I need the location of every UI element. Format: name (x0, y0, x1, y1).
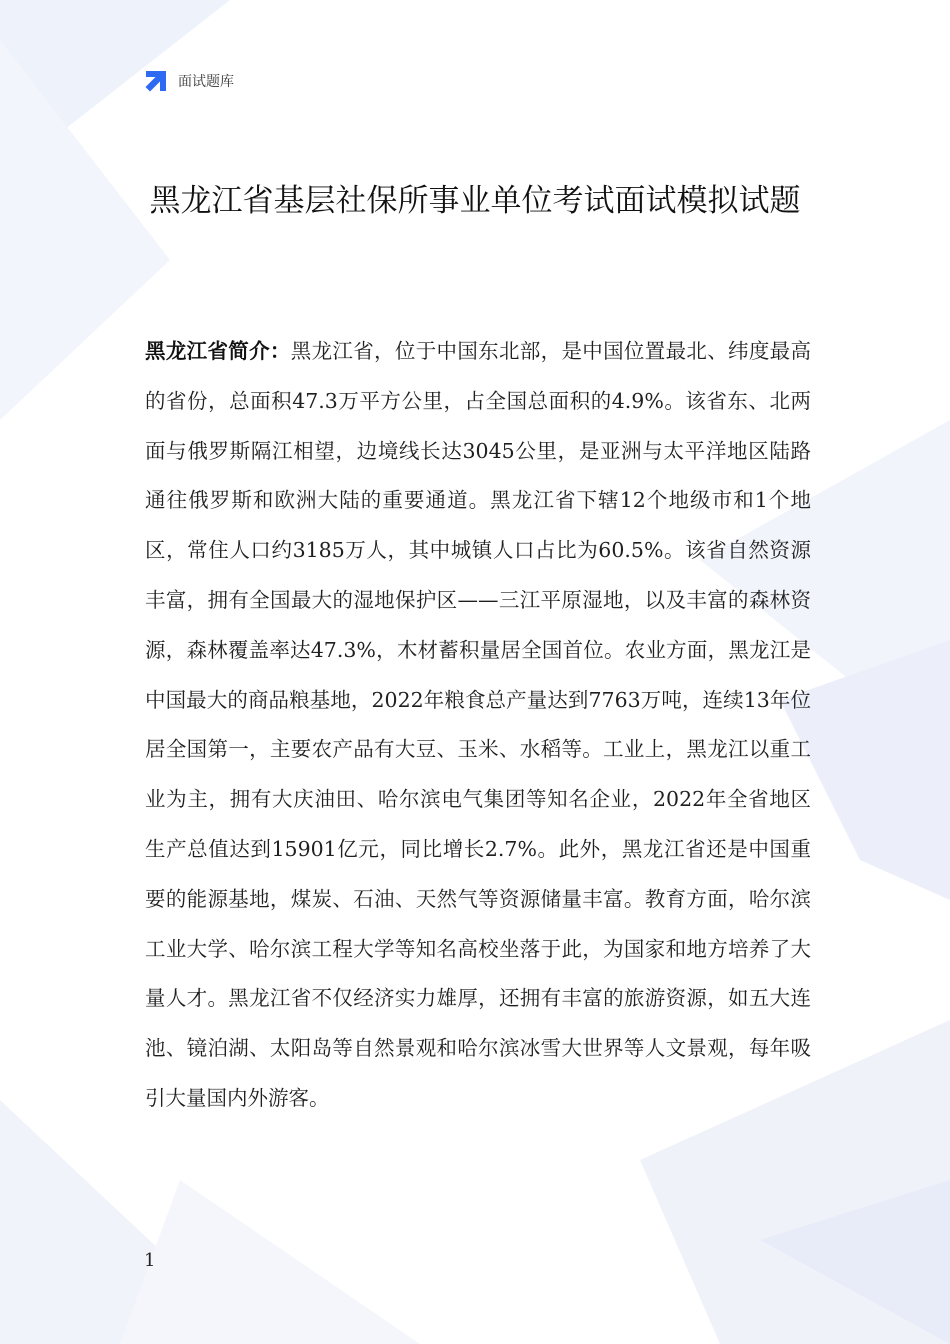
arrow-up-right-icon (143, 68, 169, 94)
body-paragraph (145, 327, 811, 1124)
paragraph-body: 黑龙江省，位于中国东北部，是中国位置最北、纬度最高的省份，总面积47.3万平方公里，占全国总面积的4.9%。该省东、北两面与俄罗斯隔江相望，边境线长达3045公里，是亚洲与太平洋地区陆路通往俄罗斯和欧洲大陆的重要通道。黑龙江省下辖12个地级市和1个地区，常住人口约3185万人，其中城镇人口占比为60.5%。该省自然资源丰富，拥有全国最大的湿地保护区——三江平原湿地，以及丰富的森林资源，森林覆盖率达47.3%，木材蓄积量居全国首位。农业方面，黑龙江是中国最大的商品粮基地，2022年粮食总产量达到7763万吨，连续13年位居全国第一，主要农产品有大豆、玉米、水稻等。工业上，黑龙江以重工业为主，拥有大庆油田、哈尔滨电气集团等知名企业，2022年全省地区生产总值达到15901亿元，同比增长2.7%。此外，黑龙江省还是中国重要的能源基地，煤炭、石油、天然气等资源储量丰富。教育方面，哈尔滨工业大学、哈尔滨工程大学等知名高校坐落于此，为国家和地方培养了大量人才。黑龙江省不仅经济实力雄厚，还拥有丰富的旅游资源，如五大连池、镜泊湖、太阳岛等自然景观和哈尔滨冰雪大世界等人文景观，每年吸引大量国内外游客。 (145, 339, 812, 1110)
header (143, 68, 234, 94)
page-number: 1 (144, 1250, 156, 1271)
document-title: 黑龙江省基层社保所事业单位考试面试模拟试题 (149, 183, 801, 219)
brand-label: 面试题库 (178, 74, 234, 90)
paragraph-lead: 黑龙江省简介： (145, 339, 291, 363)
